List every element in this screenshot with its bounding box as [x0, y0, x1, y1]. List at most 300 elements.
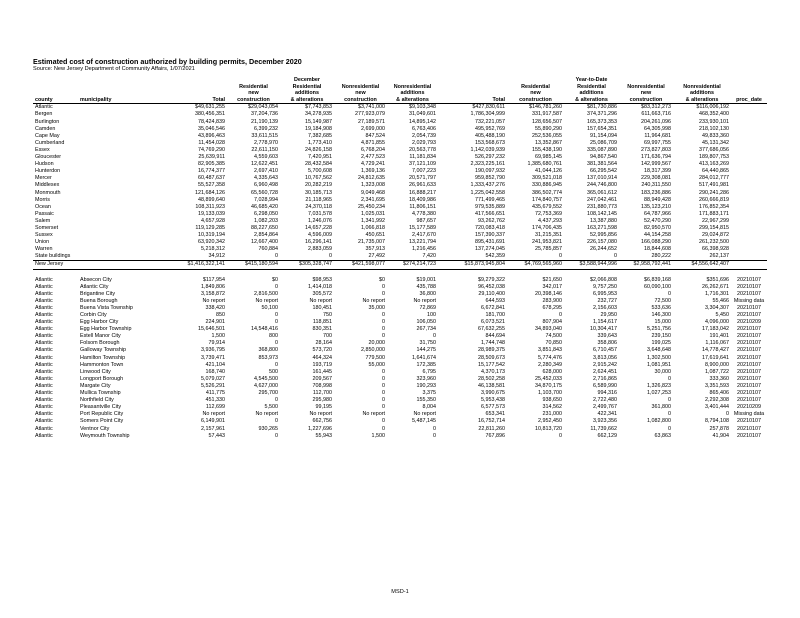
table-cell: 0 — [668, 411, 671, 418]
table-cell — [731, 154, 767, 161]
table-cell: 0 — [668, 290, 671, 297]
table-cell: 2,816,500 — [254, 290, 278, 297]
table-cell: 1,154,617 — [593, 319, 617, 326]
table-cell: 2,915,242 — [593, 361, 617, 368]
table-cell: 21,735,007 — [358, 239, 385, 246]
table-cell: Buena Borough — [80, 297, 118, 304]
table-cell — [78, 104, 161, 112]
table-cell: 37,204,736 — [251, 111, 278, 118]
table-cell: 13,387,880 — [590, 217, 617, 224]
county-row — [33, 133, 767, 140]
table-cell: 0 — [382, 390, 385, 397]
table-cell: 732,221,057 — [475, 118, 505, 125]
table-cell: Atlantic — [35, 290, 53, 297]
table-cell: No report — [362, 297, 385, 304]
table-cell: Monmouth — [35, 189, 61, 196]
col-res-new: Residential new construction — [227, 77, 280, 104]
col-ytd-res-new: Residential new construction — [507, 77, 564, 104]
table-cell: Margate City — [80, 382, 111, 389]
table-cell: 6,589,990 — [593, 382, 617, 389]
table-cell: 2,292,308 — [705, 397, 729, 404]
table-cell — [78, 253, 161, 261]
table-cell: Atlantic — [35, 432, 53, 439]
table-cell: 435,788 — [416, 283, 436, 290]
table-cell: 421,104 — [205, 361, 225, 368]
table-cell: 267,734 — [416, 326, 436, 333]
table-cell: 3,375 — [422, 390, 436, 397]
table-cell: 11,964,681 — [644, 132, 671, 139]
table-cell: 72,869 — [419, 304, 436, 311]
table-cell: Gloucester — [35, 154, 62, 161]
table-cell: 979,535,889 — [475, 203, 505, 210]
table-cell: 11,454,028 — [198, 139, 225, 146]
table-cell: Burlington — [35, 118, 60, 125]
table-cell: 55,890,290 — [535, 125, 562, 132]
table-cell: 451,330 — [205, 397, 225, 404]
table-cell: 0 — [433, 425, 436, 432]
table-cell: 30,000 — [654, 368, 671, 375]
table-cell: $21,650 — [542, 276, 562, 283]
table-cell: 69,985,145 — [535, 154, 562, 161]
table-cell: 374,371,296 — [587, 111, 617, 118]
table-cell: 330,886,945 — [532, 182, 562, 189]
table-cell: 2,054,739 — [412, 132, 436, 139]
table-cell: 29,110,400 — [478, 290, 505, 297]
table-cell — [78, 147, 161, 154]
table-cell: 1,500 — [211, 333, 225, 340]
table-cell: 63,863 — [654, 432, 671, 439]
municipality-row — [33, 418, 767, 425]
table-cell — [731, 119, 767, 126]
table-cell: 24,812,635 — [358, 175, 385, 182]
municipality-row — [33, 369, 767, 376]
table-cell: 99,195 — [315, 404, 332, 411]
municipality-row — [33, 326, 767, 333]
table-cell: 7,028,994 — [254, 196, 278, 203]
table-cell: 760,884 — [258, 246, 278, 253]
table-cell: 233,930,101 — [699, 118, 729, 125]
table-cell: 34,278,935 — [305, 111, 332, 118]
table-cell: 11,739,662 — [590, 425, 617, 432]
table-cell: 46,138,581 — [478, 382, 505, 389]
table-cell: 542,359 — [485, 253, 505, 260]
table-cell: 161,445 — [312, 368, 332, 375]
table-cell: 771,499,465 — [475, 196, 505, 203]
table-cell: 100 — [427, 312, 436, 318]
table-cell — [731, 182, 767, 189]
table-cell: 26,244,652 — [590, 246, 617, 253]
table-cell: 28,164 — [315, 340, 332, 347]
table-cell: 1,500 — [371, 432, 385, 439]
table-cell: 20210107 — [737, 326, 761, 333]
table-cell: 209,567 — [312, 375, 332, 382]
table-cell: 30,185,713 — [305, 189, 332, 196]
table-cell: Northfield City — [80, 397, 114, 404]
county-row — [33, 190, 767, 197]
table-cell: Ocean — [35, 203, 51, 210]
table-cell: 241,953,821 — [532, 239, 562, 246]
municipality-row — [33, 312, 767, 319]
county-row — [33, 261, 767, 269]
table-cell: 14,895,142 — [409, 118, 436, 125]
table-cell: 16,296,141 — [305, 239, 332, 246]
table-cell: $0 — [272, 276, 278, 283]
table-cell: 176,852,354 — [699, 203, 729, 210]
table-cell: No report — [202, 297, 225, 304]
table-cell: 17,619,641 — [702, 354, 729, 361]
county-row — [33, 104, 767, 112]
table-cell: Atlantic — [35, 354, 53, 361]
table-cell: 66,295,542 — [590, 168, 617, 175]
table-cell: 381,381,564 — [587, 161, 617, 168]
section-divider — [33, 269, 767, 277]
table-cell: 20210107 — [737, 304, 761, 311]
county-row — [33, 232, 767, 239]
table-cell: 231,880,773 — [587, 203, 617, 210]
table-cell: Mercer — [35, 175, 52, 182]
table-cell: 165,373,353 — [587, 118, 617, 125]
table-cell: 0 — [382, 333, 385, 340]
table-cell: 10,319,194 — [198, 232, 225, 239]
table-cell: $2,958,792,441 — [619, 261, 673, 269]
municipality-row — [33, 340, 767, 347]
table-cell: 229,308,081 — [641, 175, 671, 182]
table-cell: 232,727 — [597, 297, 617, 304]
table-cell: 72,500 — [654, 297, 671, 304]
table-cell: 88,949,428 — [644, 196, 671, 203]
table-cell: 6,960,498 — [254, 182, 278, 189]
table-cell: 844,694 — [485, 333, 505, 340]
table-cell: 1,103,700 — [538, 390, 562, 397]
table-cell: 500 — [269, 368, 278, 375]
table-cell: 10,304,417 — [590, 326, 617, 333]
table-cell: 853,973 — [258, 354, 278, 361]
table-cell: 273,827,803 — [641, 146, 671, 153]
table-cell — [731, 161, 767, 168]
table-cell: 171,883,171 — [699, 210, 729, 217]
table-cell: 361,800 — [651, 404, 671, 411]
table-cell: 11,806,151 — [409, 203, 436, 210]
table-cell: 959,852,790 — [475, 175, 505, 182]
table-cell: 60,487,637 — [198, 175, 225, 182]
table-cell: 20210107 — [737, 312, 761, 318]
table-cell: 767,896 — [485, 432, 505, 439]
table-cell: 1,025,031 — [361, 210, 385, 217]
table-cell: 240,311,550 — [641, 182, 671, 189]
table-cell: 644,593 — [485, 297, 505, 304]
table-cell: 1,246,076 — [308, 217, 332, 224]
table-cell: 20210107 — [737, 354, 761, 361]
table-cell: 339,643 — [597, 333, 617, 340]
table-cell: 20210107 — [737, 418, 761, 425]
table-cell: 405,488,190 — [475, 132, 505, 139]
table-cell: 0 — [275, 397, 278, 404]
table-cell: 2,341,695 — [361, 196, 385, 203]
municipality-row — [33, 284, 767, 291]
municipality-row — [33, 291, 767, 298]
table-cell: Atlantic — [35, 104, 53, 111]
table-cell — [731, 111, 767, 118]
table-cell: 262,137 — [709, 253, 729, 260]
table-cell: 2,722,480 — [593, 397, 617, 404]
table-cell: 15,000 — [654, 319, 671, 326]
table-cell: Atlantic — [35, 382, 53, 389]
table-cell: 20,000 — [368, 340, 385, 347]
table-cell: 0 — [275, 283, 278, 290]
table-cell: Cumberland — [35, 139, 65, 146]
table-cell: 1,333,437,276 — [470, 182, 505, 189]
table-cell: Egg Harbor Township — [80, 326, 132, 333]
table-cell: 3,739,471 — [201, 354, 225, 361]
municipality-row — [33, 390, 767, 397]
county-row — [33, 154, 767, 161]
table-cell: 13,352,867 — [535, 139, 562, 146]
table-cell: 31,215,351 — [535, 232, 562, 239]
table-cell: 52,470,290 — [644, 217, 671, 224]
table-cell: Passaic — [35, 210, 54, 217]
table-cell: Mullica Township — [80, 390, 121, 397]
municipality-row — [33, 305, 767, 312]
table-cell: 0 — [275, 312, 278, 318]
table-cell: 153,568,673 — [475, 139, 505, 146]
table-cell: 174,840,757 — [532, 196, 562, 203]
table-cell: 0 — [726, 411, 729, 418]
table-cell: 4,657,928 — [201, 217, 225, 224]
table-cell: 20210107 — [737, 390, 761, 397]
municipality-row — [33, 404, 767, 411]
table-cell: 938,650 — [542, 397, 562, 404]
table-cell: $19,001 — [416, 276, 436, 283]
county-row — [33, 140, 767, 147]
table-cell: 0 — [614, 253, 617, 260]
table-cell: 199,025 — [651, 340, 671, 347]
county-row — [33, 175, 767, 182]
table-cell: 20,282,219 — [305, 182, 332, 189]
table-cell: 573,720 — [312, 347, 332, 354]
table-cell: 25,785,857 — [535, 246, 562, 253]
table-cell: 1,323,008 — [361, 182, 385, 189]
table-cell: 260,666,819 — [699, 196, 729, 203]
table-cell: 79,914 — [208, 340, 225, 347]
table-cell: 193,719 — [312, 361, 332, 368]
table-cell: Atlantic — [35, 312, 53, 318]
table-cell: 4,729,241 — [361, 161, 385, 168]
table-cell: 750 — [323, 312, 332, 318]
table-cell: $427,830,611 — [472, 104, 505, 111]
table-cell: 181,700 — [485, 312, 505, 318]
table-cell: 0 — [329, 253, 332, 260]
table-cell: Brigantine City — [80, 290, 116, 297]
table-cell: 2,697,410 — [254, 168, 278, 175]
table-cell: 27,492 — [368, 253, 385, 260]
table-cell: 464,324 — [312, 354, 332, 361]
table-cell: 653,341 — [485, 411, 505, 418]
table-cell: 15,177,589 — [409, 224, 436, 231]
table-cell: 526,297,232 — [475, 154, 505, 161]
table-cell: No report — [413, 411, 436, 418]
table-cell: $4,556,642,407 — [673, 261, 731, 269]
table-cell: 168,740 — [205, 368, 225, 375]
table-cell: Hudson — [35, 161, 54, 168]
table-cell: 2,952,450 — [538, 418, 562, 425]
table-cell: 20210107 — [737, 368, 761, 375]
table-cell: 5,774,476 — [538, 354, 562, 361]
table-cell: 628,000 — [542, 368, 562, 375]
table-cell: Atlantic — [35, 390, 53, 397]
table-cell: 6,399,232 — [254, 125, 278, 132]
table-cell: 6,763,406 — [412, 125, 436, 132]
table-cell: Hammonton Town — [80, 361, 124, 368]
table-cell: 231,000 — [542, 411, 562, 418]
table-cell: No report — [255, 297, 278, 304]
table-cell: 4,096,000 — [705, 319, 729, 326]
table-cell: 65,560,728 — [251, 189, 278, 196]
table-cell: 63,920,342 — [198, 239, 225, 246]
table-cell: 290,241,286 — [699, 189, 729, 196]
table-cell: 2,716,865 — [593, 375, 617, 382]
county-row — [33, 197, 767, 204]
table-cell: 20210107 — [737, 340, 761, 347]
table-cell — [78, 161, 161, 168]
table-cell: 6,768,204 — [361, 146, 385, 153]
table-cell: 157,390,337 — [475, 232, 505, 239]
table-cell — [731, 211, 767, 218]
table-cell: $351,696 — [706, 276, 729, 283]
table-cell: Atlantic — [35, 368, 53, 375]
col-ytd-res-add: Year-to-Date Residential additions & alterations — [564, 77, 619, 104]
table-cell: 28,502,258 — [478, 375, 505, 382]
table-cell: 2,624,451 — [593, 368, 617, 375]
table-cell: 52,995,856 — [590, 232, 617, 239]
municipality-detail-body — [33, 277, 767, 440]
table-cell: 2,778,970 — [254, 139, 278, 146]
table-cell: 830,351 — [312, 326, 332, 333]
table-cell: 517,491,981 — [699, 182, 729, 189]
county-row — [33, 218, 767, 225]
table-cell: 21,118,965 — [305, 196, 332, 203]
table-cell — [78, 119, 161, 126]
table-cell: 277,923,079 — [355, 111, 385, 118]
table-cell: 74,769,290 — [198, 146, 225, 153]
county-row — [33, 182, 767, 189]
table-cell: 226,157,080 — [587, 239, 617, 246]
table-cell: 284,012,777 — [699, 175, 729, 182]
table-cell: 0 — [275, 340, 278, 347]
table-cell: 6,149,901 — [201, 418, 225, 425]
table-cell: 37,121,109 — [409, 161, 436, 168]
table-cell: 20,571,797 — [409, 175, 436, 182]
table-cell — [731, 126, 767, 133]
table-cell: 34,912 — [208, 253, 225, 260]
table-cell: 7,031,578 — [308, 210, 332, 217]
table-cell: 257,878 — [709, 425, 729, 432]
table-cell: 1,786,304,999 — [470, 111, 505, 118]
table-cell: 11,181,834 — [409, 154, 436, 161]
table-cell: 5,487,145 — [412, 418, 436, 425]
table-cell — [731, 190, 767, 197]
table-cell: 171,636,794 — [641, 154, 671, 161]
table-cell: 28,509,673 — [478, 354, 505, 361]
table-cell: 20210107 — [737, 361, 761, 368]
table-cell: 3,351,593 — [705, 382, 729, 389]
table-cell: 2,477,523 — [361, 154, 385, 161]
table-cell: 2,499,767 — [593, 404, 617, 411]
table-cell: 72,753,369 — [535, 210, 562, 217]
table-cell: 7,382,685 — [308, 132, 332, 139]
table-cell: Galloway Township — [80, 347, 127, 354]
table-cell: 5,218,312 — [201, 246, 225, 253]
table-cell — [731, 133, 767, 140]
col-municipality: municipality — [78, 77, 161, 104]
table-cell: 4,871,855 — [361, 139, 385, 146]
table-cell: 20210107 — [737, 432, 761, 439]
table-cell — [731, 225, 767, 232]
table-cell: 386,502,774 — [532, 189, 562, 196]
county-row — [33, 147, 767, 154]
municipality-row — [33, 426, 767, 433]
table-cell — [78, 197, 161, 204]
col-county: county — [33, 77, 78, 104]
county-row — [33, 168, 767, 175]
table-cell — [78, 175, 161, 182]
table-cell: 1,216,456 — [412, 246, 436, 253]
table-cell: 9,757,250 — [593, 283, 617, 290]
table-cell — [731, 239, 767, 246]
table-cell: Missing data — [733, 411, 765, 418]
table-cell: 93,262,762 — [478, 217, 505, 224]
table-cell: 82,905,385 — [198, 161, 225, 168]
table-cell: 69,997,755 — [644, 139, 671, 146]
table-cell: Atlantic — [35, 397, 53, 404]
table-cell: 2,157,961 — [201, 425, 225, 432]
table-cell: 22,611,150 — [251, 146, 278, 153]
table-cell: $415,180,594 — [227, 261, 280, 269]
table-cell: Atlantic — [35, 326, 53, 333]
table-cell: 20210107 — [737, 382, 761, 389]
table-cell: 309,521,018 — [532, 175, 562, 182]
table-cell: 34,893,040 — [535, 326, 562, 333]
table-cell: 48,899,640 — [198, 196, 225, 203]
table-cell: 0 — [559, 312, 562, 318]
table-cell: No report — [309, 297, 332, 304]
municipality-row — [33, 298, 767, 305]
table-cell: 0 — [382, 425, 385, 432]
table-cell: 15,646,501 — [198, 326, 225, 333]
table-cell: 10,813,720 — [535, 425, 562, 432]
table-cell: 6,710,457 — [593, 347, 617, 354]
table-cell: 183,236,886 — [641, 189, 671, 196]
table-cell — [731, 147, 767, 154]
table-cell: Essex — [35, 146, 50, 153]
table-cell: Atlantic — [35, 411, 53, 418]
table-cell: 22,811,260 — [478, 425, 505, 432]
table-cell: 3,990,675 — [481, 390, 505, 397]
col-ytd-nonres-new: Nonresidential new construction — [619, 77, 673, 104]
table-cell: $3,588,944,996 — [564, 261, 619, 269]
table-cell: 121,684,126 — [195, 189, 225, 196]
table-cell: 1,082,203 — [254, 217, 278, 224]
table-cell: 1,414,018 — [308, 283, 332, 290]
table-cell: 5,700,608 — [308, 168, 332, 175]
table-cell: 3,304,307 — [705, 304, 729, 311]
table-cell: 20210107 — [737, 397, 761, 404]
table-cell: No report — [202, 411, 225, 418]
col-proc-date: proc_date — [731, 77, 767, 104]
table-cell: 720,083,418 — [475, 224, 505, 231]
table-cell: 18,317,399 — [644, 168, 671, 175]
table-cell: Weymouth Township — [80, 432, 130, 439]
table-cell: $3,741,000 — [358, 104, 385, 111]
